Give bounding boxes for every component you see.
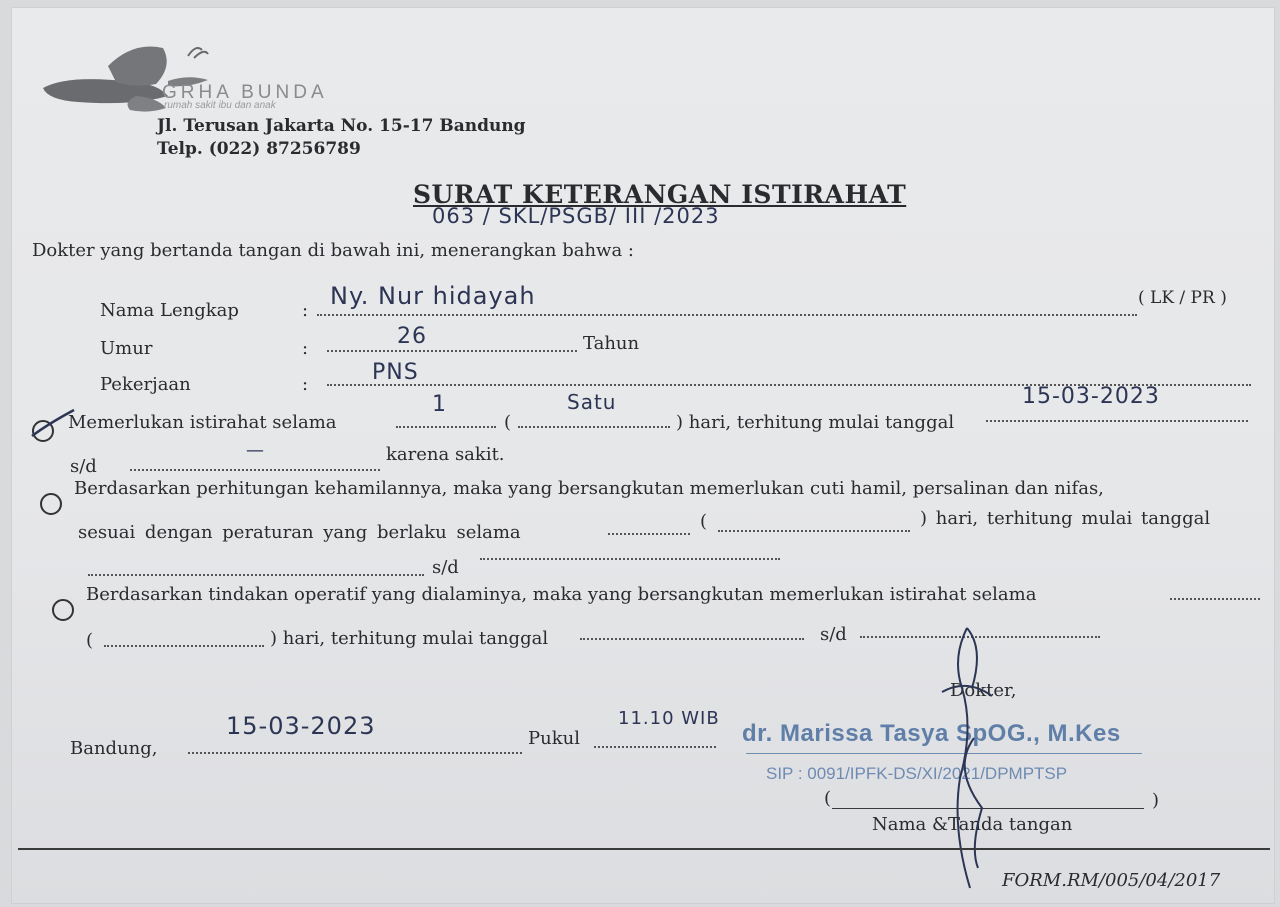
sign-caption: Nama &Tanda tangan: [872, 814, 1073, 835]
option2-line2a: sesuai dengan peraturan yang berlaku selama: [78, 522, 521, 543]
job-value: PNS: [372, 360, 419, 385]
name-colon: :: [302, 300, 309, 321]
option2-date-line: [88, 574, 424, 576]
option2-days-line: [608, 533, 690, 535]
job-label: Pekerjaan: [100, 374, 191, 395]
job-colon: :: [302, 374, 309, 395]
age-unit: Tahun: [583, 333, 640, 354]
option3-open-paren: (: [86, 630, 94, 651]
option1-until-value: —: [246, 440, 265, 461]
option2-open-paren: (: [700, 511, 708, 532]
doctor-name-stamp: dr. Marissa Tasya SpOG., M.Kes: [742, 720, 1121, 747]
date-value: 15-03-2023: [226, 712, 376, 740]
option1-days-number: 1: [432, 392, 447, 417]
sign-open-paren: (: [824, 788, 832, 809]
option2-until-line: [480, 558, 780, 560]
form-code: FORM.RM/005/04/2017: [1002, 870, 1221, 891]
option1-days-words: Satu: [567, 390, 617, 414]
time-line: [594, 746, 716, 748]
time-label: Pukul: [528, 728, 580, 749]
time-value: 11.10 WIB: [618, 708, 720, 729]
option3-days-line: [1170, 598, 1260, 600]
option3-words-line: [104, 645, 264, 647]
option3-radio[interactable]: [52, 599, 74, 621]
option1-date-line: [986, 420, 1248, 422]
option1-reason: karena sakit.: [386, 444, 505, 465]
name-value: Ny. Nur hidayah: [330, 282, 536, 310]
option2-line1: Berdasarkan perhitungan kehamilannya, maka yang bersangkutan memerlukan cuti hamil, persalinan dan nifas,: [74, 478, 1104, 499]
sign-close-paren: ): [1152, 790, 1160, 811]
option1-text-a: Memerlukan istirahat selama: [68, 412, 337, 433]
option1-start-date: 15-03-2023: [1022, 384, 1160, 409]
option1-until-label: s/d: [70, 456, 97, 477]
bottom-border: [18, 848, 1270, 850]
option2-words-line: [718, 530, 910, 532]
option1-open-paren: (: [504, 412, 512, 433]
signature-scribble-icon: [912, 618, 1022, 898]
option3-line2a: ) hari, terhitung mulai tanggal: [270, 628, 549, 649]
option1-days-line: [396, 426, 496, 428]
option2-until-label: s/d: [432, 557, 459, 578]
clinic-tagline: rumah sakit ibu dan anak: [164, 100, 276, 111]
sip-number: SIP : 0091/IPFK-DS/XI/2021/DPMPTSP: [766, 764, 1068, 783]
option1-words-line: [518, 426, 670, 428]
intro-text: Dokter yang bertanda tangan di bawah ini, menerangkan bahwa :: [32, 240, 634, 261]
date-line: [188, 752, 522, 754]
age-colon: :: [302, 338, 309, 359]
clinic-phone: Telp. (022) 87256789: [157, 139, 361, 159]
option1-until-line: [130, 469, 380, 471]
gender-options: ( LK / PR ): [1138, 288, 1227, 308]
option2-line2b: ) hari, terhitung mulai tanggal: [920, 508, 1211, 529]
clinic-name: GRHA BUNDA: [162, 82, 328, 103]
option1-text-b: ) hari, terhitung mulai tanggal: [676, 412, 955, 433]
age-label: Umur: [100, 338, 153, 359]
option3-line1: Berdasarkan tindakan operatif yang dialaminya, maka yang bersangkutan memerlukan istirahat selama: [86, 584, 1037, 605]
name-line: [317, 314, 1137, 316]
name-label: Nama Lengkap: [100, 300, 239, 321]
page-title: SURAT KETERANGAN ISTIRAHAT: [413, 180, 907, 209]
place-label: Bandung,: [70, 738, 158, 759]
option2-radio[interactable]: [40, 493, 62, 515]
age-line: [327, 350, 577, 352]
clinic-address: Jl. Terusan Jakarta No. 15-17 Bandung: [157, 116, 526, 136]
option3-until-label: s/d: [820, 624, 847, 645]
doctor-label: Dokter,: [950, 680, 1017, 701]
document-page: [12, 8, 1274, 903]
letter-number: 063 / SKL/PSGB/ III /2023: [432, 204, 720, 228]
age-value: 26: [397, 324, 427, 349]
option3-date-line: [580, 638, 804, 640]
